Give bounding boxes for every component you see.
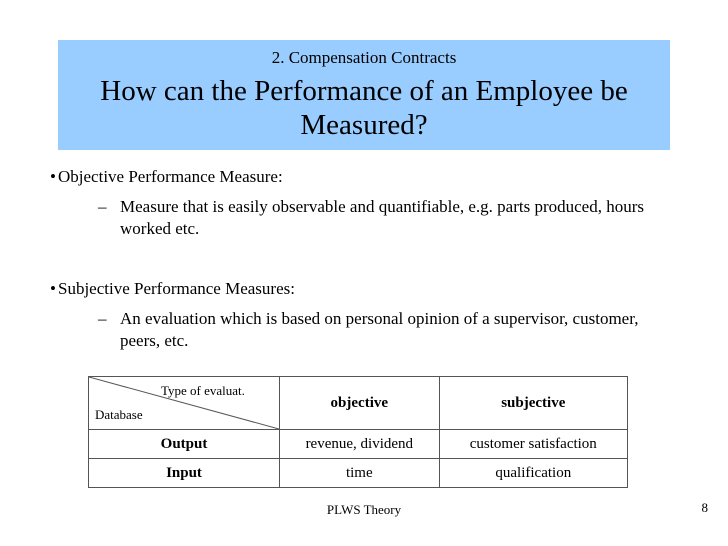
dash-marker: –: [98, 309, 107, 328]
sub-bullet-text: An evaluation which is based on personal opinion of a supervisor, customer, peers, etc.: [120, 309, 639, 350]
bullet-subjective: [50, 278, 295, 300]
table-header-subjective: subjective: [439, 377, 627, 430]
corner-bottom-label: Database: [95, 407, 143, 422]
table-row: [89, 459, 628, 488]
bullet-text: Objective Performance Measure:: [58, 167, 283, 186]
sub-bullet-text: Measure that is easily observable and quantifiable, e.g. parts produced, hours worked etc.: [120, 197, 645, 238]
table-header-row: [89, 377, 628, 430]
bullet-text: Subjective Performance Measures:: [58, 279, 295, 298]
corner-top-label: Type of evaluat.: [161, 383, 245, 398]
table-cell: revenue, dividend: [280, 430, 440, 459]
slide-subtitle: 2. Compensation Contracts: [271, 48, 457, 67]
table-cell: time: [280, 459, 440, 488]
page-number: 8: [701, 500, 708, 515]
bullet-marker: •: [50, 167, 56, 186]
bullet-marker: •: [50, 279, 56, 298]
slide-footer: PLWS Theory: [326, 502, 402, 517]
slide-title: How can the Performance of an Employee be Measured?: [100, 75, 628, 141]
measure-table: [88, 376, 628, 488]
table-row-label: Input: [89, 459, 280, 488]
table-cell: customer satisfaction: [439, 430, 627, 459]
table-cell: qualification: [439, 459, 627, 488]
table-row: [89, 430, 628, 459]
dash-marker: –: [98, 197, 107, 216]
title-banner: [58, 40, 670, 150]
table-header-objective: objective: [280, 377, 440, 430]
bullet-objective: [50, 166, 283, 188]
table-corner-cell: [89, 377, 280, 430]
table-row-label: Output: [89, 430, 280, 459]
